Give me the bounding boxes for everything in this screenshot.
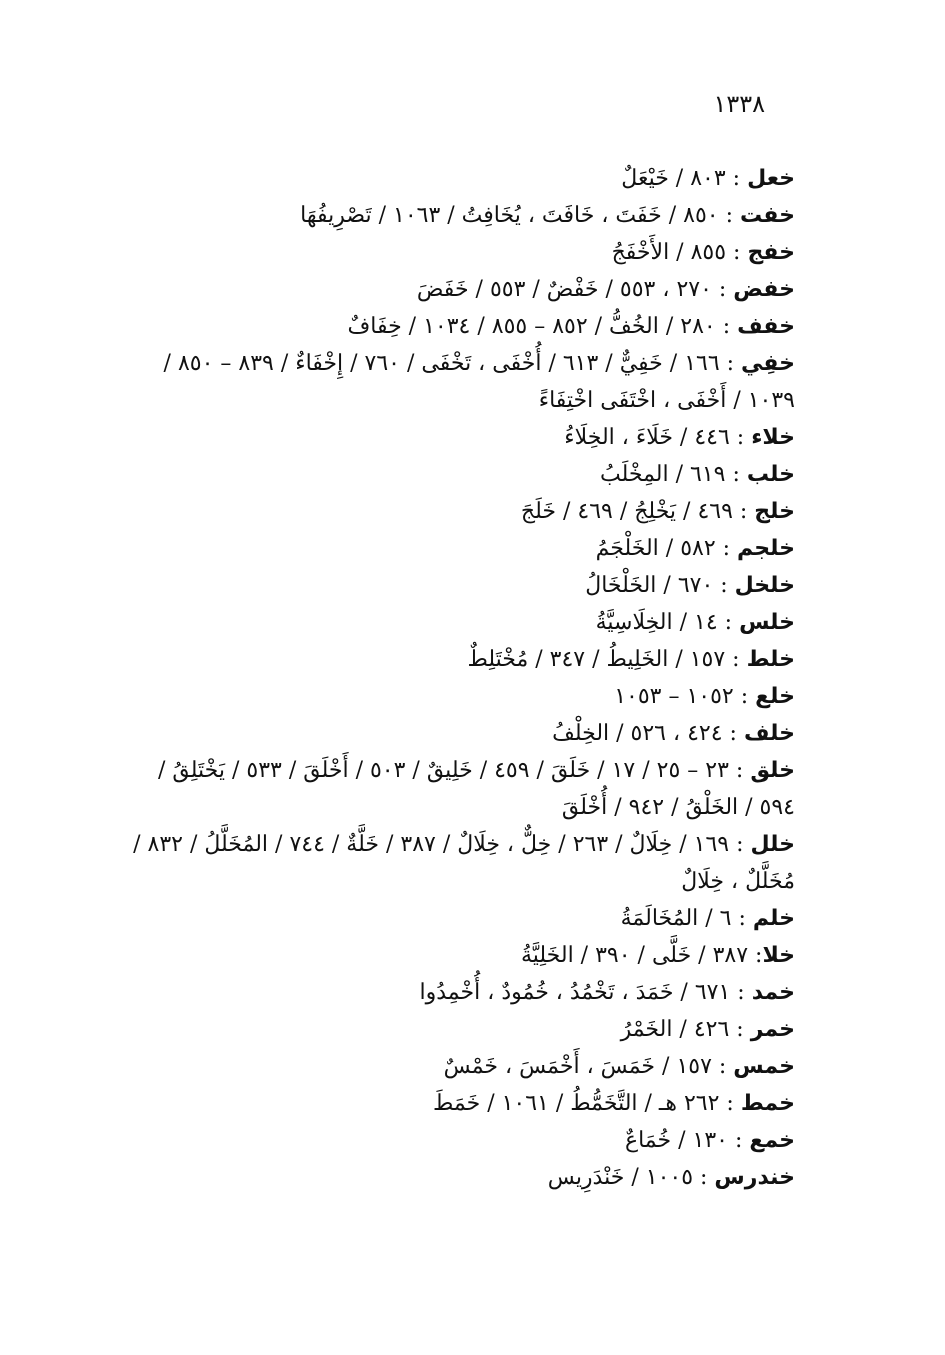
entry-root: خلل xyxy=(750,832,795,857)
index-entry xyxy=(125,234,795,271)
entry-text: : ٦٧٠ / الخَلْخَالُ xyxy=(585,573,735,598)
entry-text: : ٦ / المُخَالَمَةُ xyxy=(620,906,753,931)
index-entry xyxy=(125,271,795,308)
entry-text: : ٤٢٦ / الخَمْرُ xyxy=(620,1017,751,1042)
index-entry xyxy=(125,530,795,567)
entry-root: خلط xyxy=(746,647,795,672)
entry-text: : ١٥٧ / خَمَسَ ، أَخْمَسَ ، خَمْسٌ xyxy=(443,1054,734,1079)
entry-text: : ٢٧٠ ، ٥٥٣ / خَفْضٌ / ٥٥٣ / خَفَضَ xyxy=(416,277,734,302)
entry-text: : ٨٠٣ / خَيْعَلٌ xyxy=(621,166,748,191)
entry-root: خعل xyxy=(747,166,795,191)
entry-text: : ٨٥٠ / خَفَتَ ، خَافَتَ ، يُخَافِتُ / ١٠٦٣ / تَصْرِيفُهَا xyxy=(300,203,741,228)
entry-text: : ٢٣ – ٢٥ / ١٧ / خَلَقَ / ٤٥٩ / خَلِيقٌ / ٥٠٣ / أَخْلَقَ / ٥٣٣ / يَخْتَلِقُ / ٥٩٤ / الخَلْقُ / ٩٤٢ / أُخْلَقَ xyxy=(157,758,795,820)
entry-root: خفض xyxy=(733,277,795,302)
entry-root: خندرس xyxy=(714,1165,795,1190)
index-entry xyxy=(125,604,795,641)
index-entry xyxy=(125,752,795,826)
entry-root: خلاء xyxy=(751,425,795,450)
index-entry xyxy=(125,678,795,715)
entry-root: خلس xyxy=(739,610,795,635)
index-entry xyxy=(125,826,795,900)
index-entry xyxy=(125,974,795,1011)
entry-root: خفت xyxy=(740,203,795,228)
index-entry xyxy=(125,1011,795,1048)
index-entry xyxy=(125,1159,795,1196)
index-entry xyxy=(125,197,795,234)
index-entry xyxy=(125,937,795,974)
index-entry xyxy=(125,715,795,752)
index-entry xyxy=(125,345,795,419)
entry-root: خمد xyxy=(751,980,795,1005)
entry-root: خمر xyxy=(750,1017,795,1042)
entry-text: : ٣٨٧ / خَلَّى / ٣٩٠ / الخَلِيَّةُ xyxy=(520,943,763,968)
index-entries xyxy=(125,160,795,1196)
entry-text: : ١٤ / الخِلَاسِيَّةُ xyxy=(595,610,740,635)
entry-text: : ١٣٠ / خُمَاعٌ xyxy=(624,1128,750,1153)
index-entry xyxy=(125,567,795,604)
entry-text: : ٦١٩ / المِخْلَبُ xyxy=(599,462,747,487)
entry-text: : ٤٦٩ / يَخْلِجُ / ٤٦٩ / خَلَجَ xyxy=(520,499,755,524)
entry-root: خمع xyxy=(749,1128,795,1153)
entry-text: : ٨٥٥ / الأَخْفَجُ xyxy=(611,240,748,265)
entry-root: خلا xyxy=(762,943,795,968)
index-entry xyxy=(125,900,795,937)
index-entry xyxy=(125,641,795,678)
entry-text: : ١٦٩ / خِلَالٌ / ٢٦٣ / خِلٌّ ، خِلَالٌ / ٣٨٧ / خَلَّةٌ / ٧٤٤ / المُخَلَّلُ / ٨٣٢ / مُخَلَّلٌ ، خِلَالٌ xyxy=(133,832,795,894)
index-entry xyxy=(125,160,795,197)
page-number: ١٣٣٨ xyxy=(713,90,765,118)
entry-root: خمس xyxy=(733,1054,795,1079)
entry-text: : ١٠٠٥ / خَنْدَرِيس xyxy=(547,1165,715,1190)
entry-text: : ١٥٧ / الخَلِيطُ / ٣٤٧ / مُخْتَلِطٌ xyxy=(467,647,747,672)
index-entry xyxy=(125,1122,795,1159)
entry-text: : ٤٢٤ ، ٥٢٦ / الخِلْفُ xyxy=(552,721,744,746)
entry-text: : ١٠٥٢ – ١٠٥٣ xyxy=(614,684,756,709)
entry-root: خلخل xyxy=(734,573,795,598)
index-entry xyxy=(125,308,795,345)
entry-root: خلق xyxy=(750,758,795,783)
entry-text: : ٦٧١ / خَمَدَ ، تَخْمُدُ ، خُمُودٌ ، أُخْمِدُوا xyxy=(419,980,752,1005)
entry-root: خفف xyxy=(737,314,795,339)
entry-root: خفج xyxy=(747,240,795,265)
entry-text: : ٤٤٦ / خَلَاءَ ، الخِلَاءُ xyxy=(564,425,752,450)
entry-root: خمط xyxy=(740,1091,795,1116)
entry-root: خلج xyxy=(754,499,795,524)
entry-text: : ١٦٦ / خَفِيٌّ / ٦١٣ / أُخْفَى ، تَخْفَى / ٧٦٠ / إِخْفَاءٌ / ٨٣٩ – ٨٥٠ / ١٠٣٩ / أَخْفَى ، اخْتَفَى اخْتِفَاءً xyxy=(163,351,795,413)
index-entry xyxy=(125,1085,795,1122)
index-entry xyxy=(125,456,795,493)
index-entry xyxy=(125,1048,795,1085)
entry-text: : ٢٦٢ هـ / التَّخَمُّطُ / ١٠٦١ / خَمَطَ xyxy=(433,1091,741,1116)
entry-text: : ٥٨٢ / الخَلْجَمُ xyxy=(595,536,738,561)
entry-root: خلع xyxy=(755,684,795,709)
entry-text: : ٢٨٠ / الخُفُّ / ٨٥٢ – ٨٥٥ / ١٠٣٤ / خِفَافٌ xyxy=(347,314,738,339)
entry-root: خلجم xyxy=(737,536,795,561)
entry-root: خلف xyxy=(743,721,795,746)
entry-root: خفِي xyxy=(741,351,795,376)
entry-root: خلم xyxy=(752,906,795,931)
index-entry xyxy=(125,493,795,530)
entry-root: خلب xyxy=(746,462,795,487)
index-entry xyxy=(125,419,795,456)
